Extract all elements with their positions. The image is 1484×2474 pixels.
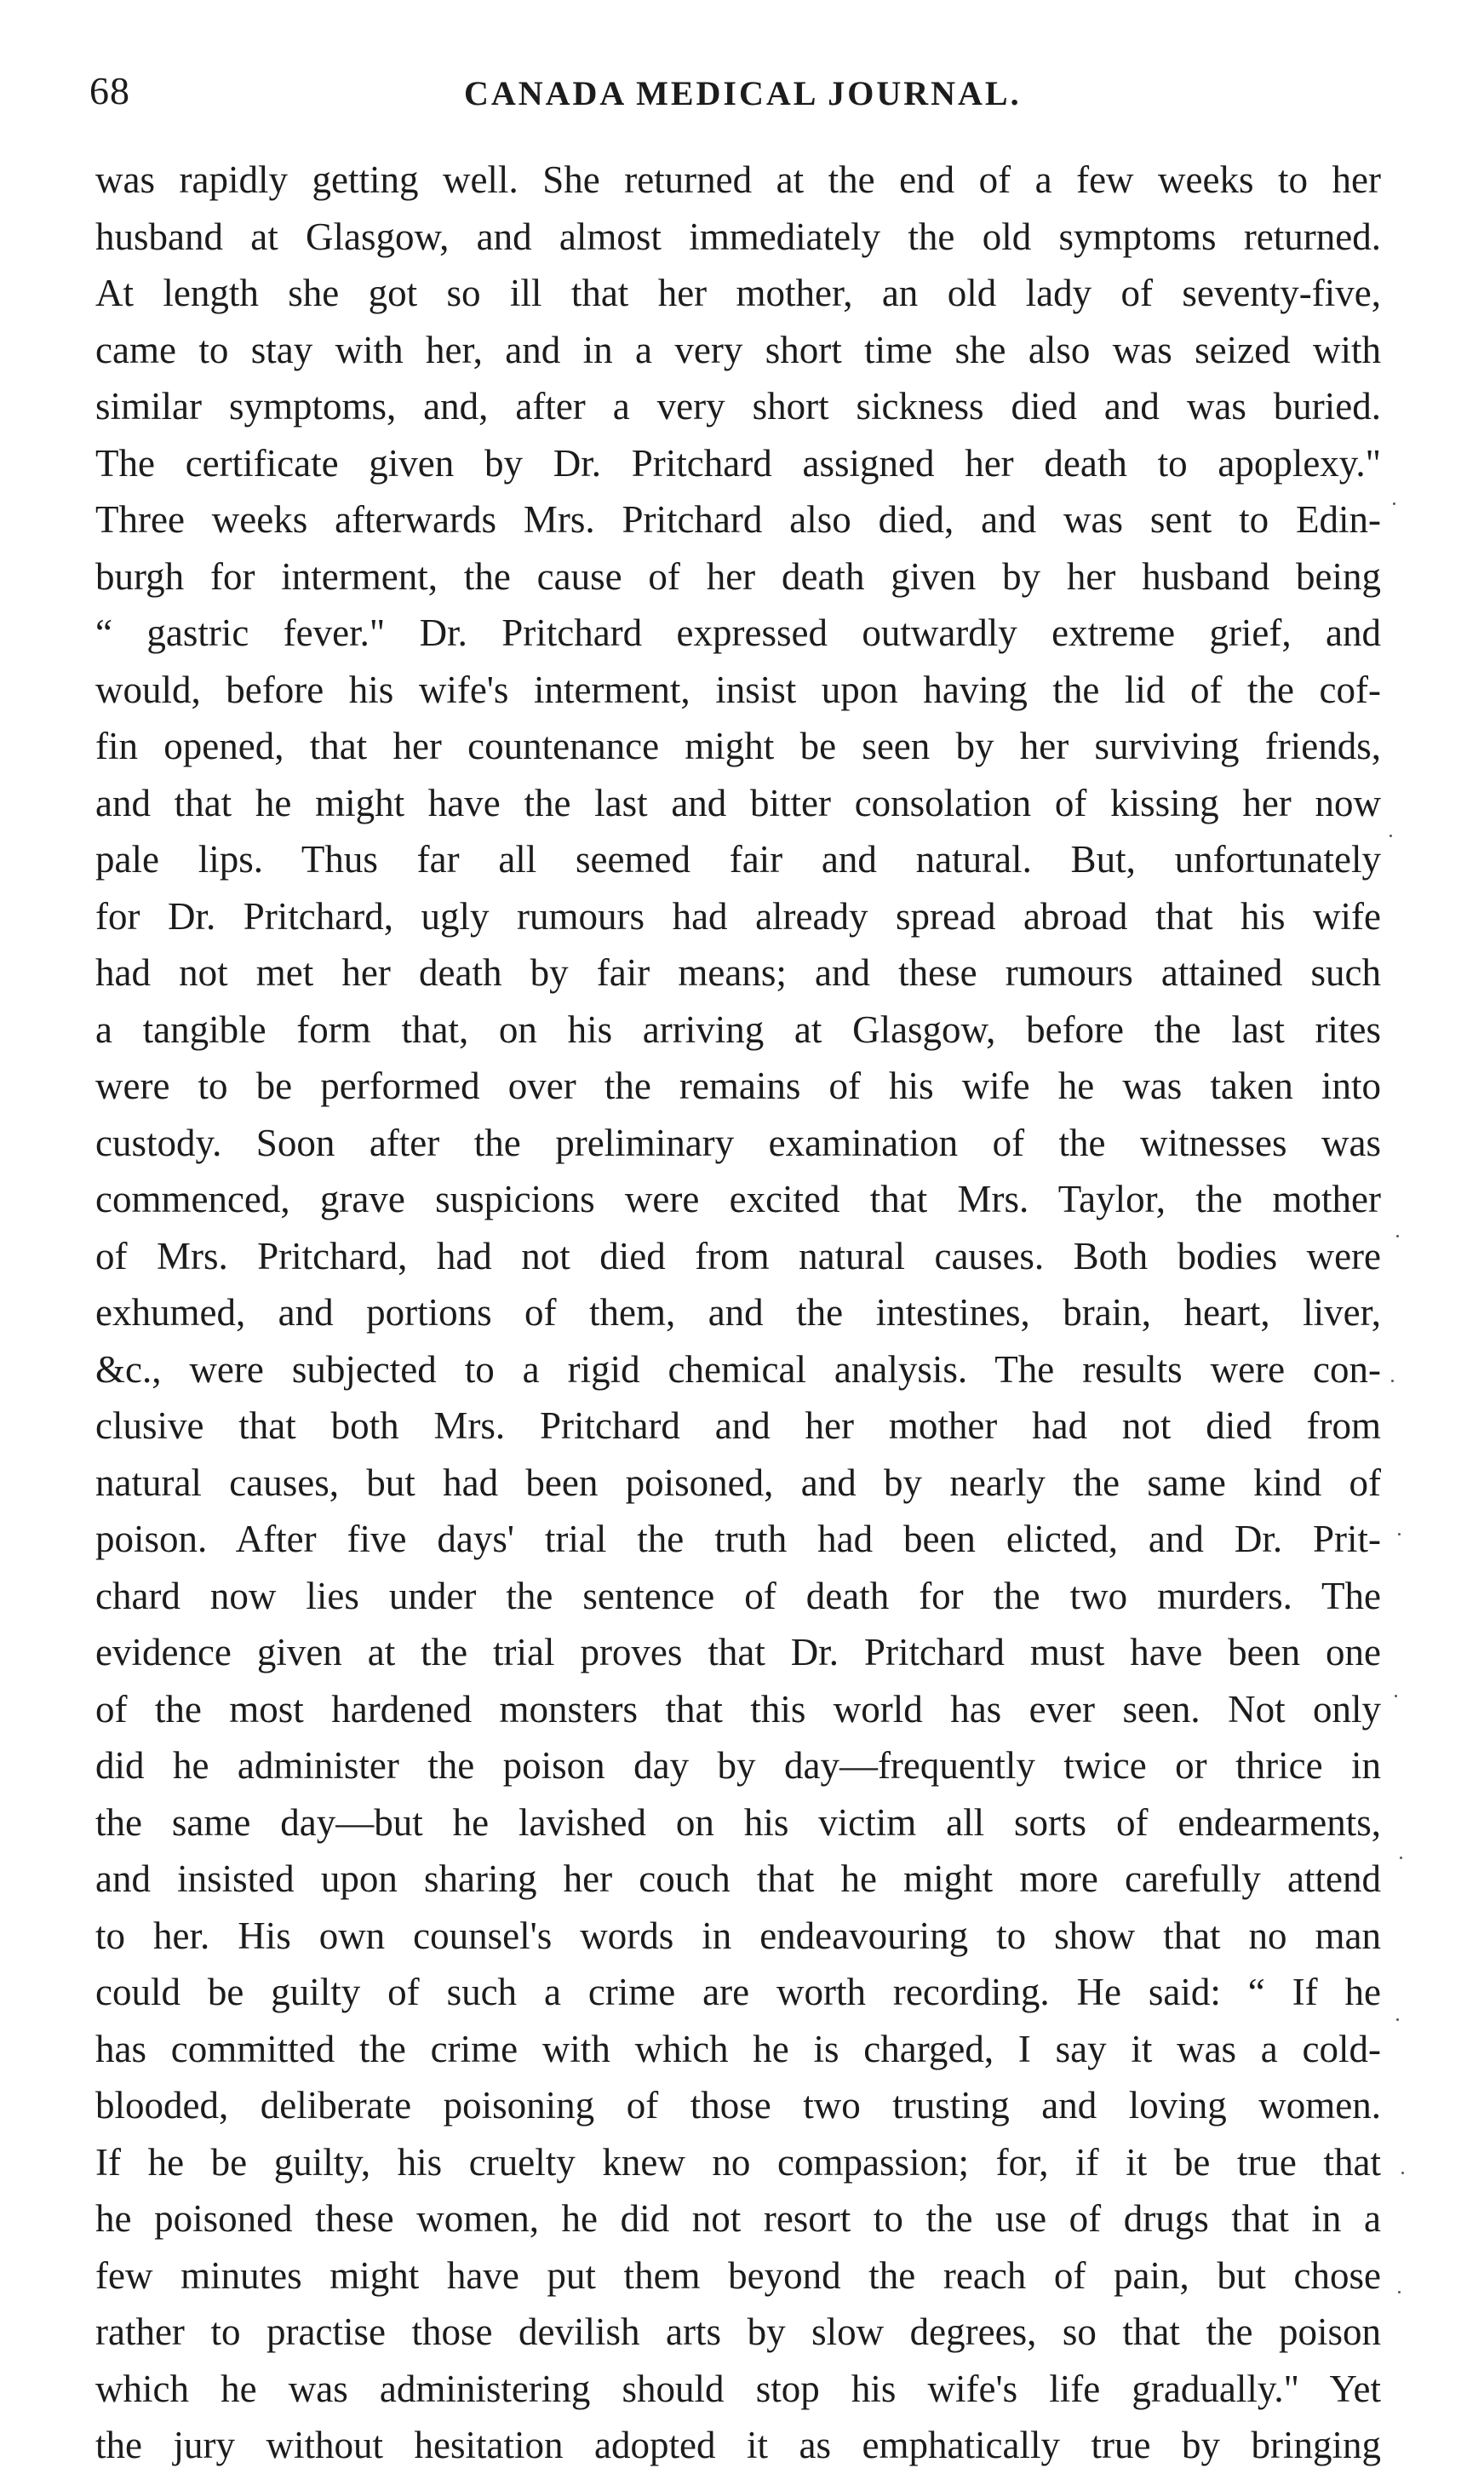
text-line: If he be guilty, his cruelty knew no compassion; for, if it be true that [95, 2140, 1381, 2184]
speck [1396, 1235, 1399, 1237]
text-line: were to be performed over the remains of his wife he was taken into [95, 1065, 1381, 1107]
speck [1398, 2291, 1401, 2293]
text-line: natural causes, but had been poisoned, and by nearly the same kind of [95, 1461, 1381, 1504]
text-line: for Dr. Pritchard, ugly rumours had already spread abroad that his wife [95, 894, 1381, 938]
text-line: &c., were subjected to a rigid chemical analysis. The results were con- [95, 1347, 1381, 1391]
text-line: The certificate given by Dr. Pritchard assigned her death to apoplexy." [95, 441, 1381, 485]
text-line: commenced, grave suspicions were excited that Mrs. Taylor, the mother [95, 1178, 1381, 1220]
text-line: and insisted upon sharing her couch that he might more carefully attend [95, 1857, 1381, 1900]
text-line: At length she got so ill that her mother, an old lady of seventy-five, [95, 272, 1381, 314]
text-line: a tangible form that, on his arriving at Glasgow, before the last rites [95, 1007, 1381, 1051]
text-line: pale lips. Thus far all seemed fair and natural. But, unfortunately [95, 838, 1381, 881]
text-line: which he was administering should stop his wife's life gradually." Yet [95, 2367, 1381, 2410]
speck [1389, 835, 1392, 837]
text-line: fin opened, that her countenance might be seen by her surviving friends, [95, 725, 1381, 767]
speck [1396, 2018, 1399, 2021]
text-line: of Mrs. Pritchard, had not died from natural causes. Both bodies were [95, 1234, 1381, 1277]
text-line: exhumed, and portions of them, and the intestines, brain, heart, liver, [95, 1291, 1381, 1334]
text-line: blooded, deliberate poisoning of those two trusting and loving women. [95, 2084, 1381, 2127]
text-line: chard now lies under the sentence of death for the two murders. The [95, 1574, 1381, 1617]
text-line: the jury without hesitation adopted it as emphatically true by bringing [95, 2424, 1381, 2466]
text-line: custody. Soon after the preliminary examination of the witnesses was [95, 1121, 1381, 1164]
text-line: had not met her death by fair means; and these rumours attained such [95, 951, 1381, 994]
speck [1395, 1695, 1397, 1697]
speck [1398, 1533, 1401, 1535]
text-line: poison. After five days' trial the truth had been elicted, and Dr. Prit- [95, 1518, 1381, 1560]
margin-specks [1388, 477, 1439, 2393]
text-line: and that he might have the last and bitter consolation of kissing her now [95, 781, 1381, 824]
text-line: few minutes might have put them beyond the reach of pain, but chose [95, 2253, 1381, 2297]
text-line: did he administer the poison day by day—frequently twice or thrice in [95, 1744, 1381, 1787]
text-line: came to stay with her, and in a very short time she also was seized with [95, 328, 1381, 371]
text-line: would, before his wife's interment, insist upon having the lid of the cof- [95, 668, 1381, 711]
text-line: Three weeks afterwards Mrs. Pritchard also died, and was sent to Edin- [95, 498, 1381, 541]
text-line: to her. His own counsel's words in endeavouring to show that no man [95, 1914, 1381, 1957]
text-line: clusive that both Mrs. Pritchard and her mother had not died from [95, 1404, 1381, 1447]
text-line: he poisoned these women, he did not resort to the use of drugs that in a [95, 2197, 1381, 2240]
text-line: husband at Glasgow, and almost immediately the old symptoms returned. [95, 215, 1381, 258]
text-line: similar symptoms, and, after a very short sickness died and was buried. [95, 385, 1381, 428]
text-line: “ gastric fever." Dr. Pritchard expressed outwardly extreme grief, and [95, 611, 1381, 654]
text-line: of the most hardened monsters that this world has ever seen. Not only [95, 1687, 1381, 1731]
page-number: 68 [89, 69, 130, 112]
body-text [95, 152, 1381, 2474]
running-head: CANADA MEDICAL JOURNAL. [464, 74, 1022, 112]
text-line: evidence given at the trial proves that Dr. Pritchard must have been one [95, 1631, 1381, 1673]
speck [1393, 502, 1395, 505]
text-line: burgh for interment, the cause of her death given by her husband being [95, 554, 1381, 598]
text-line: rather to practise those devilish arts by slow degrees, so that the poison [95, 2310, 1381, 2353]
text-line: the same day—but he lavished on his victim all sorts of endearments, [95, 1800, 1381, 1844]
speck [1391, 1380, 1394, 1382]
page-header [89, 68, 1418, 119]
text-line: could be guilty of such a crime are worth recording. He said: “ If he [95, 1971, 1381, 2013]
speck [1400, 1857, 1402, 1859]
text-line: was rapidly getting well. She returned at the end of a few weeks to her [95, 158, 1381, 201]
text-line: has committed the crime with which he is charged, I say it was a cold- [95, 2027, 1381, 2070]
speck [1401, 2172, 1404, 2174]
